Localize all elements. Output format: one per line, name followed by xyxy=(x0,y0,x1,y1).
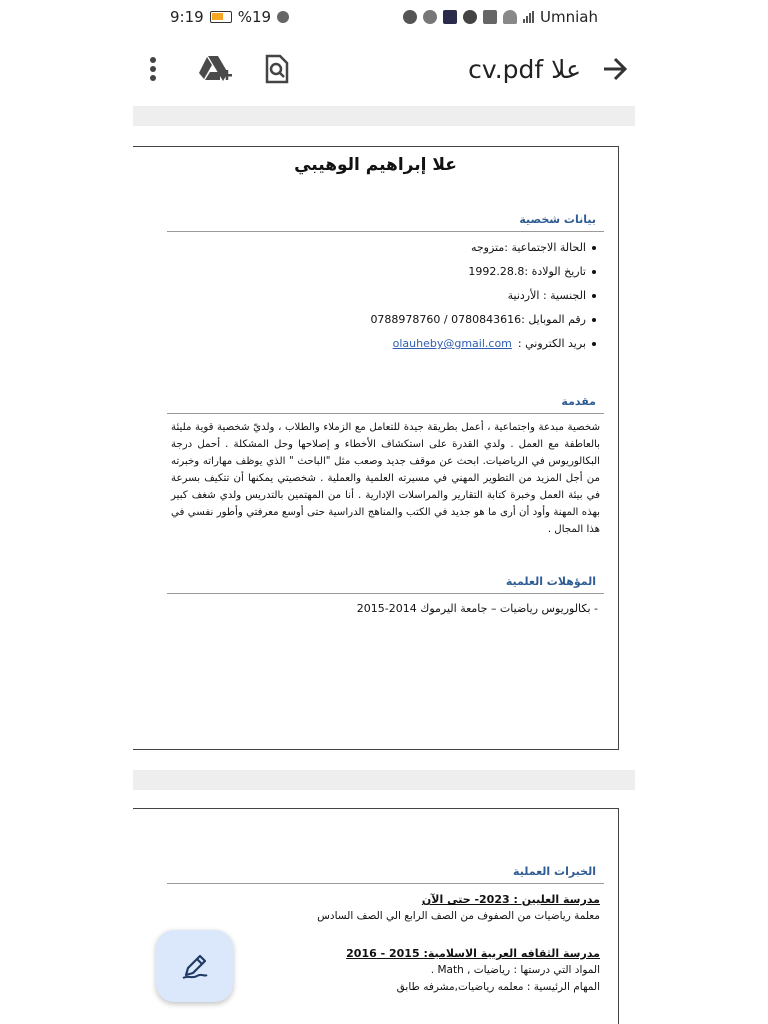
more-vert-icon xyxy=(149,56,157,82)
battery-icon xyxy=(210,11,232,23)
section-divider xyxy=(167,883,604,884)
app-notification-icon xyxy=(443,10,457,24)
document-title: cv.pdf علا xyxy=(468,54,581,84)
job-description: المواد التي درستها : رياضيات , Math . xyxy=(430,964,600,976)
birth-date: تاريخ الولادة :1992.28.8 xyxy=(468,265,586,278)
list-item xyxy=(468,265,596,278)
nationality: الجنسية : الأردنية xyxy=(507,289,586,302)
find-in-page-icon xyxy=(264,54,290,84)
email-label: بريد الكتروني : xyxy=(517,337,586,350)
add-to-drive-button[interactable] xyxy=(195,49,235,89)
forward-arrow-icon xyxy=(602,57,628,81)
signal-icon xyxy=(523,11,534,23)
intro-heading: مقدمة xyxy=(561,395,596,408)
bullet-dot xyxy=(592,246,596,250)
job-title: مدرسة الثقافه العربية الاسلامية: 2015 - 2016 xyxy=(346,947,600,960)
alarm-icon xyxy=(277,11,289,23)
cv-name: علا إبراهيم الوهيبي xyxy=(294,155,457,175)
pdf-page-1 xyxy=(133,146,619,750)
bullet-dot xyxy=(592,294,596,298)
list-item xyxy=(508,289,596,302)
edit-pen-icon xyxy=(180,951,210,981)
messenger-icon xyxy=(463,10,477,24)
link-icon xyxy=(423,10,437,24)
wifi-icon xyxy=(503,10,517,24)
job-description: معلمة رياضيات من الصفوف من الصف الرابع الي الصف السادس xyxy=(317,910,600,922)
email-link[interactable]: olauheby@gmail.com xyxy=(392,337,512,350)
bullet-dot xyxy=(592,318,596,322)
section-divider xyxy=(167,593,604,594)
list-item xyxy=(393,337,596,350)
job-description: المهام الرئيسية : معلمه رياضيات,مشرفه طابق xyxy=(396,981,600,993)
job-title: مدرسة العليين : 2023- حتى الآن xyxy=(421,893,600,906)
section-divider xyxy=(167,231,604,232)
more-options-button[interactable] xyxy=(133,49,173,89)
carrier-name: Umniah xyxy=(540,8,598,26)
viewer-gap-top xyxy=(133,106,635,126)
viewer-gap-middle xyxy=(133,770,635,790)
experience-heading: الخبرات العملية xyxy=(513,865,596,878)
whatsapp-icon xyxy=(403,10,417,24)
section-divider xyxy=(167,413,604,414)
qualifications-heading: المؤهلات العلمية xyxy=(505,575,596,588)
app-toolbar xyxy=(133,40,635,98)
bullet-dot xyxy=(592,342,596,346)
forward-button[interactable] xyxy=(595,49,635,89)
list-item xyxy=(370,313,596,326)
bullet-dot xyxy=(592,270,596,274)
drive-add-icon xyxy=(198,54,232,84)
list-item xyxy=(471,241,596,254)
intro-paragraph: شخصية مبدعة واجتماعية ، أعمل بطريقة جيدة للتعامل مع الزملاء والطلاب ، ولديّ شخصية قوية مليئة بالعاطفة مع العمل . ولدي القدرة على استكشاف الأخطاء و إصلاحها وحل المشكلة . أحمل درجة البكالوريوس في الرياضيات. ابحث عن موقف جديد وصعب مثل "الباحث " الذي يوظف مهاراته وخبرته من أجل المزيد من التطوير المهني في مسيرته العلمية والعملية . شخصيتي يمكنها أن تتكيف بسرعة في بيئة العمل وخبرة كتابة التقارير والمراسلات الإدارية . أنا من المهتمين بالتدريس ولدي شغف كبير بهذه المهنة وأود أن أرى ما هو جديد في الكتب والمناهج الدراسية حتى أوسع معرفتي وأطور نفسي في هذا المجال . xyxy=(171,422,600,535)
qualification-item: - بكالوريوس رياضيات – جامعة اليرموك 2014-2015 xyxy=(356,602,598,615)
personal-info-heading: بيانات شخصية xyxy=(519,213,596,226)
mobile-number: رقم الموبايل :0780843616 / 0788978760 xyxy=(370,313,586,326)
status-left xyxy=(170,8,289,26)
status-bar xyxy=(0,0,768,34)
battery-percent: %19 xyxy=(237,8,272,26)
find-in-page-button[interactable] xyxy=(257,49,297,89)
status-time: 9:19 xyxy=(170,8,204,26)
marital-status: الحالة الاجتماعية :متزوجه xyxy=(470,241,586,254)
edit-fab-button[interactable] xyxy=(156,930,233,1002)
data-icon xyxy=(483,10,497,24)
status-right xyxy=(403,8,598,26)
